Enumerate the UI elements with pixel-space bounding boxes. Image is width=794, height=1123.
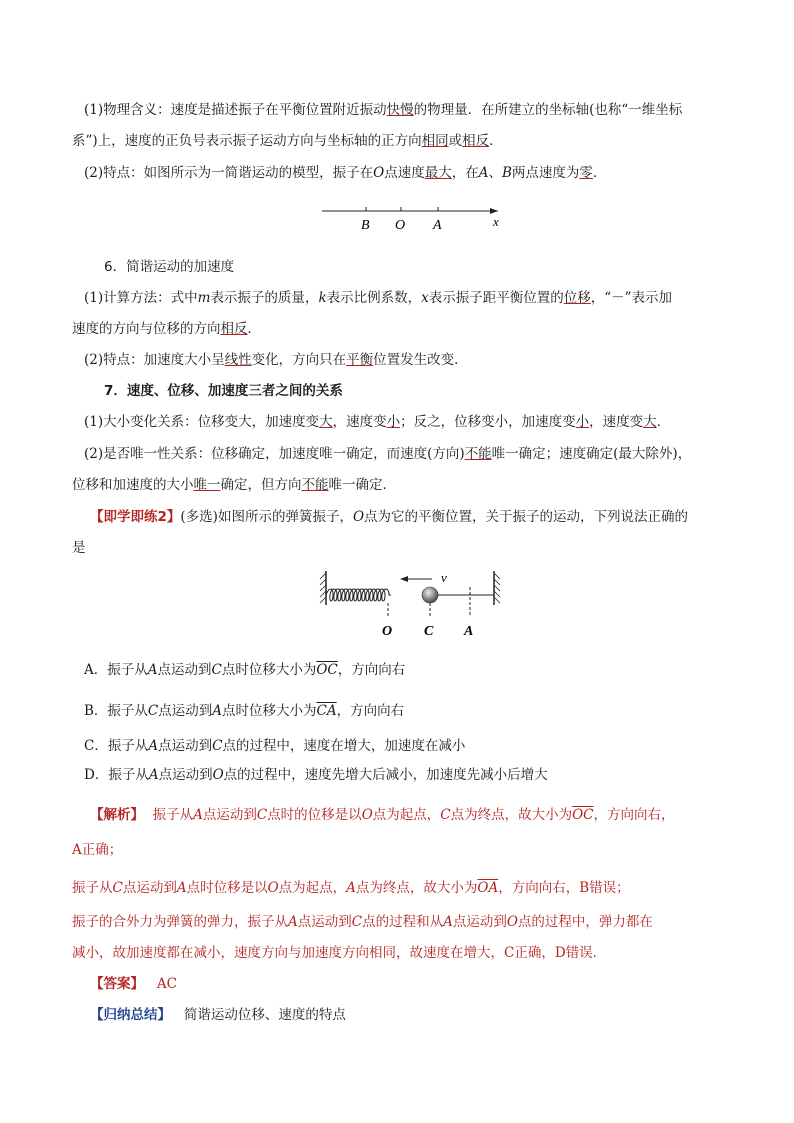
section-7-uniq-line-2: 位移和加速度的大小唯一确定，但方向不能唯一确定． bbox=[72, 477, 396, 493]
analysis-line-3: 振子从C点运动到A点时位移是以O点为起点，A点为终点，故大小为$\overline{OA}$，方向向右，B错误； bbox=[72, 880, 630, 896]
summary-text: 简谐运动位移、速度的特点 bbox=[183, 1007, 346, 1023]
analysis-line-5: 减小，故加速度都在减小，速度方向与加速度方向相同，故速度在增大，C正确，D错误． bbox=[72, 945, 607, 961]
option-b[interactable]: B．振子从C点运动到A点时位移大小为$\overline{CA}$，方向向右 bbox=[84, 703, 405, 719]
velocity-meaning-line-1: (1)物理含义：速度是描述振子在平衡位置附近振动快慢的物理量．在所建立的坐标轴(也称“一维坐标 bbox=[84, 102, 683, 118]
velocity-meaning-line-2: 系”)上，速度的正负号表示振子运动方向与坐标轴的正方向相同或相反． bbox=[72, 133, 503, 149]
velocity-feature-line: (2)特点：如图所示为一简谐运动的模型，振子在O点速度最大，在A、B两点速度为零． bbox=[84, 165, 607, 181]
point-label-A: A bbox=[433, 218, 442, 233]
analysis-line-4: 振子的合外力为弹簧的弹力，振子从A点运动到C点的过程和从A点运动到O点的过程中，弹力都在 bbox=[72, 914, 653, 930]
section-6-calc-line-1: (1)计算方法：式中m表示振子的质量，k表示比例系数，x表示振子距平衡位置的位移，“－”表示加 bbox=[84, 290, 673, 306]
right-wall-hatching bbox=[494, 573, 500, 603]
oscillator-ball bbox=[422, 587, 438, 603]
analysis-line-2: A正确； bbox=[72, 842, 123, 858]
summary-tag: 【归纳总结】 bbox=[90, 1007, 171, 1023]
answer-value: AC bbox=[156, 976, 177, 992]
point-label-O: O bbox=[382, 624, 393, 639]
velocity-arrowhead bbox=[400, 576, 408, 582]
velocity-label: v bbox=[441, 570, 447, 585]
section-7-title: 7．速度、位移、加速度三者之间的关系 bbox=[104, 383, 343, 399]
analysis-line-1: 【解析】 振子从A点运动到C点时的位移是以O点为起点，C点为终点，故大小为$\overline{OC}$，方向向右， bbox=[90, 807, 675, 823]
exercise-stem-line-2: 是 bbox=[72, 540, 86, 556]
point-label-O: O bbox=[395, 218, 406, 233]
answer-line bbox=[90, 974, 177, 994]
option-d[interactable]: D．振子从A点运动到O点的过程中，速度先增大后减小，加速度先减小后增大 bbox=[84, 767, 548, 783]
segment-CA: $\overline{CA}$ bbox=[316, 703, 337, 719]
exercise-stem-line-1: 【即学即练2】(多选)如图所示的弹簧振子，O点为它的平衡位置，关于振子的运动，下列说法正确的 bbox=[90, 509, 689, 525]
section-6-calc-line-2: 速度的方向与位移的方向相反． bbox=[72, 321, 261, 337]
point-label-A: A bbox=[464, 624, 474, 639]
spring-coil bbox=[326, 589, 391, 601]
segment-OC: $\overline{OC}$ bbox=[316, 662, 338, 678]
answer-tag: 【答案】 bbox=[90, 976, 144, 992]
axis-label-x: x bbox=[493, 214, 499, 229]
section-7-uniq-line-1: (2)是否唯一性关系：位移确定，加速度唯一确定，而速度(方向)不能唯一确定；速度确定(最大除外)， bbox=[84, 446, 692, 462]
section-6-title: 6．简谐运动的加速度 bbox=[104, 259, 235, 275]
point-label-B: B bbox=[361, 218, 370, 233]
option-a[interactable]: A．振子从A点运动到C点时位移大小为$\overline{OC}$，方向向右 bbox=[84, 662, 406, 678]
left-wall-hatching bbox=[320, 573, 326, 603]
answer-blank: 快慢 bbox=[386, 102, 414, 118]
analysis-tag: 【解析】 bbox=[90, 807, 144, 823]
exercise-tag: 【即学即练2】 bbox=[90, 509, 181, 525]
spring-oscillator-figure bbox=[310, 565, 510, 640]
section-7-size-line: (1)大小变化关系：位移变大，加速度变大，速度变小；反之，位移变小，加速度变小，速度变大． bbox=[84, 414, 671, 430]
axis-figure bbox=[310, 200, 510, 240]
summary-line bbox=[90, 1005, 346, 1025]
point-label-C: C bbox=[424, 624, 434, 639]
option-c[interactable]: C．振子从A点运动到C点的过程中，速度在增大，加速度在减小 bbox=[84, 738, 466, 754]
section-6-feature-line: (2)特点：加速度大小呈线性变化，方向只在平衡位置发生改变． bbox=[84, 352, 468, 368]
